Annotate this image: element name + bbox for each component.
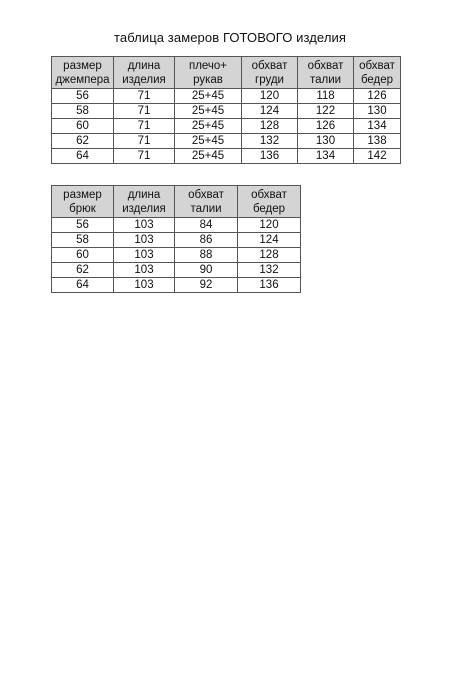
- table-row: [52, 89, 401, 104]
- page-title: таблица замеров ГОТОВОГО изделия: [113, 30, 347, 45]
- table-cell: 56: [52, 218, 114, 233]
- table-cell: 62: [52, 263, 114, 278]
- table-row: [52, 263, 301, 278]
- table-row: [52, 233, 301, 248]
- header-cell-waist: обхват талии: [175, 186, 238, 218]
- table-cell: 71: [114, 89, 175, 104]
- table-cell: 88: [175, 248, 238, 263]
- table-cell: 122: [298, 104, 354, 119]
- table-cell: 128: [242, 119, 298, 134]
- table-cell: 120: [238, 218, 301, 233]
- table-cell: 136: [238, 278, 301, 293]
- table-cell: 130: [354, 104, 401, 119]
- table-cell: 103: [114, 233, 175, 248]
- table-cell: 62: [52, 134, 114, 149]
- table-cell: 60: [52, 248, 114, 263]
- table-cell: 136: [242, 149, 298, 164]
- table-cell: 126: [354, 89, 401, 104]
- table-row: [52, 119, 401, 134]
- header-cell-shoulder-sleeve: плечо+ рукав: [175, 57, 242, 89]
- table-cell: 103: [114, 278, 175, 293]
- table-cell: 103: [114, 218, 175, 233]
- table-cell: 103: [114, 248, 175, 263]
- table-cell: 60: [52, 119, 114, 134]
- table-row: [52, 104, 401, 119]
- table-cell: 64: [52, 149, 114, 164]
- table-cell: 64: [52, 278, 114, 293]
- table-cell: 58: [52, 233, 114, 248]
- table-cell: 120: [242, 89, 298, 104]
- table-row: [52, 278, 301, 293]
- table-cell: 124: [242, 104, 298, 119]
- table-row: [52, 248, 301, 263]
- table-row: [52, 149, 401, 164]
- table-cell: 132: [242, 134, 298, 149]
- jumper-measurements-table: [51, 56, 401, 164]
- table-cell: 103: [114, 263, 175, 278]
- table-cell: 134: [298, 149, 354, 164]
- table-cell: 90: [175, 263, 238, 278]
- table-cell: 84: [175, 218, 238, 233]
- table-row: [52, 218, 301, 233]
- table-cell: 71: [114, 149, 175, 164]
- header-cell-length: длина изделия: [114, 57, 175, 89]
- header-cell-hips: обхват бедер: [354, 57, 401, 89]
- header-cell-hips: обхват бедер: [238, 186, 301, 218]
- table-cell: 71: [114, 119, 175, 134]
- table-cell: 25+45: [175, 119, 242, 134]
- header-cell-size: размер брюк: [52, 186, 114, 218]
- header-cell-chest: обхват груди: [242, 57, 298, 89]
- table-header-row: [52, 57, 401, 89]
- table-cell: 118: [298, 89, 354, 104]
- table-cell: 128: [238, 248, 301, 263]
- table-cell: 92: [175, 278, 238, 293]
- table-cell: 25+45: [175, 149, 242, 164]
- table-cell: 58: [52, 104, 114, 119]
- table-cell: 124: [238, 233, 301, 248]
- header-cell-waist: обхват талии: [298, 57, 354, 89]
- table-cell: 132: [238, 263, 301, 278]
- table-cell: 130: [298, 134, 354, 149]
- table-cell: 71: [114, 134, 175, 149]
- trousers-measurements-table: [51, 185, 301, 293]
- table-cell: 142: [354, 149, 401, 164]
- table-cell: 86: [175, 233, 238, 248]
- table-cell: 134: [354, 119, 401, 134]
- table-cell: 126: [298, 119, 354, 134]
- header-cell-size: размер джемпера: [52, 57, 114, 89]
- table-header-row: [52, 186, 301, 218]
- table-cell: 138: [354, 134, 401, 149]
- table-cell: 71: [114, 104, 175, 119]
- table-cell: 25+45: [175, 134, 242, 149]
- header-cell-length: длина изделия: [114, 186, 175, 218]
- table-cell: 25+45: [175, 104, 242, 119]
- table-cell: 56: [52, 89, 114, 104]
- table-row: [52, 134, 401, 149]
- table-cell: 25+45: [175, 89, 242, 104]
